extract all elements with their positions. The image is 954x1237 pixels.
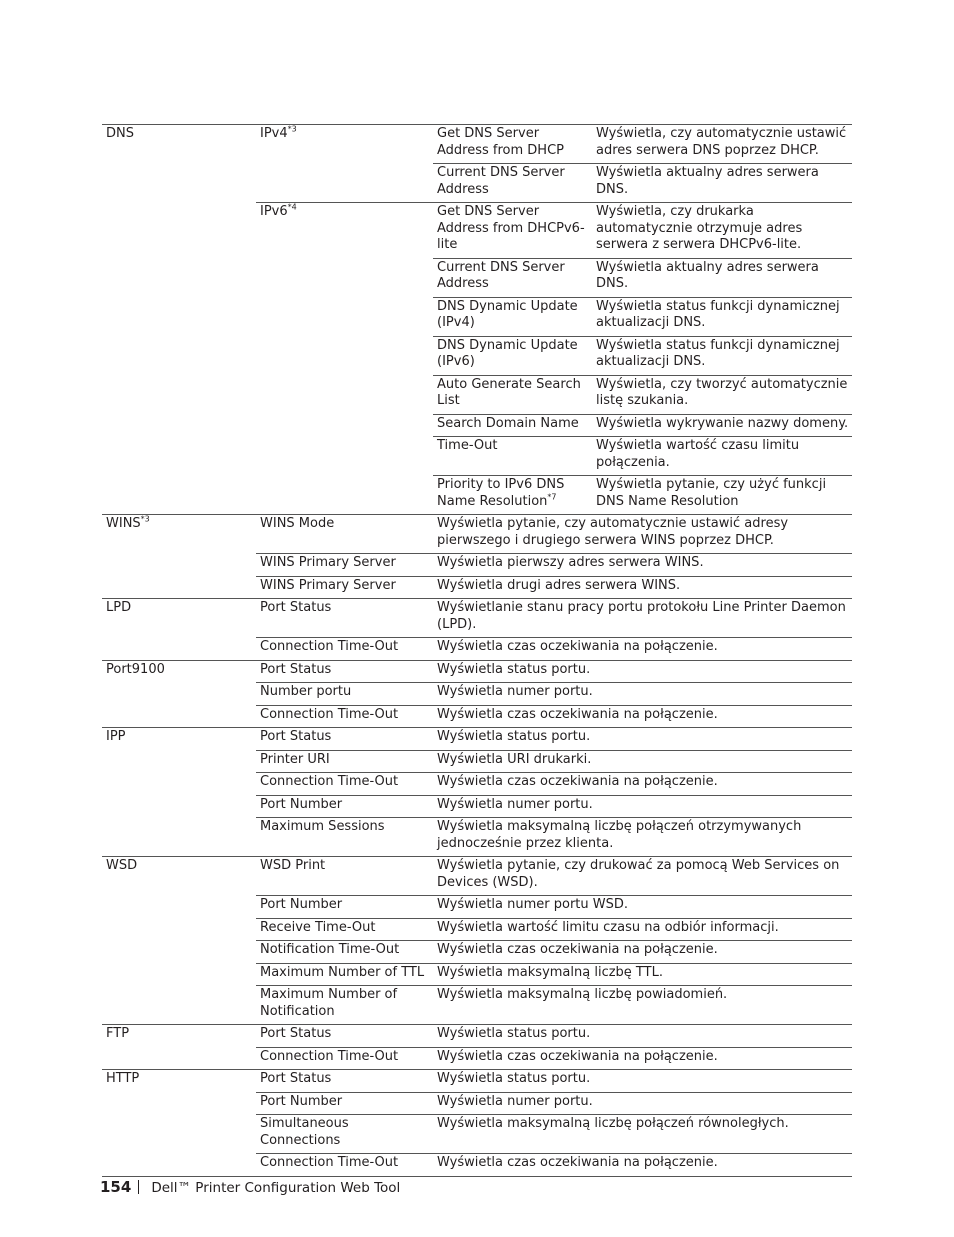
table-row [102, 728, 852, 751]
setting-name-cell [256, 1115, 433, 1154]
setting-description: Wyświetla czas oczekiwania na połączenie. [437, 942, 718, 957]
setting-description-cell [592, 258, 852, 297]
setting-name: Get DNS Server Address from DHCPv6-lite [437, 204, 585, 252]
setting-name: WINS Mode [260, 516, 335, 531]
setting-name: Port Status [260, 661, 332, 677]
setting-name: Maximum Number of Notification [260, 987, 398, 1019]
setting-description: Wyświetla numer portu. [437, 1093, 593, 1109]
setting-name: Current DNS Server Address [437, 165, 565, 197]
table-row [102, 125, 852, 164]
setting-name: Maximum Sessions [260, 819, 385, 834]
setting-name: Get DNS Server Address from DHCP [437, 126, 564, 158]
subsection-label: IPv4 [260, 126, 288, 141]
setting-name: Connection Time-Out [260, 1155, 399, 1170]
setting-description-cell [592, 125, 852, 164]
setting-description-cell [433, 918, 852, 941]
setting-description-cell [592, 203, 852, 259]
setting-description: Wyświetla pytanie, czy automatycznie ustawić adresy pierwszego i drugiego serwera WINS poprzez DHCP. [437, 516, 789, 548]
setting-name-cell [256, 896, 433, 919]
section-cell [102, 857, 256, 1025]
setting-name-cell [256, 515, 433, 554]
table-row [102, 857, 852, 896]
settings-table-body [102, 125, 852, 1177]
section-cell [102, 599, 256, 661]
setting-name: Connection Time-Out [260, 706, 399, 722]
setting-name-cell [256, 795, 433, 818]
setting-name-cell [433, 258, 592, 297]
setting-description: Wyświetla status funkcji dynamicznej aktualizacji DNS. [596, 298, 840, 330]
setting-description: Wyświetla numer portu. [437, 684, 593, 699]
footnote-marker: *3 [287, 124, 297, 134]
setting-description: Wyświetla wykrywanie nazwy domeny. [596, 415, 849, 431]
setting-description: Wyświetla czas oczekiwania na połączenie. [437, 639, 718, 654]
setting-description: Wyświetla czas oczekiwania na połączenie. [437, 1155, 718, 1170]
section-label: LPD [106, 600, 132, 615]
setting-name: Port Status [260, 1071, 332, 1086]
section-label: WSD [106, 858, 138, 873]
setting-description-cell [592, 336, 852, 375]
setting-name: Simultaneous Connections [260, 1116, 349, 1148]
setting-name-cell [433, 414, 592, 437]
section-cell-dns [102, 125, 256, 515]
setting-description-cell [433, 705, 852, 728]
setting-name-cell [256, 660, 433, 683]
setting-name-cell [256, 638, 433, 661]
setting-description-cell [433, 660, 852, 683]
setting-name-cell [256, 1154, 433, 1177]
setting-description: Wyświetla maksymalną liczbę powiadomień. [437, 987, 728, 1002]
setting-description: Wyświetla status funkcji dynamicznej aktualizacji DNS. [596, 337, 840, 369]
setting-name: Maximum Number of TTL [260, 964, 425, 980]
table-row [102, 599, 852, 638]
setting-description-cell [433, 515, 852, 554]
setting-name-cell [256, 1070, 433, 1093]
setting-description: Wyświetla pierwszy adres serwera WINS. [437, 555, 704, 570]
setting-description: Wyświetla wartość czasu limitu połączenia. [596, 438, 800, 470]
section-cell [102, 728, 256, 857]
setting-description-cell [433, 986, 852, 1025]
setting-name-cell [256, 576, 433, 599]
setting-description-cell [592, 375, 852, 414]
section-cell [102, 1025, 256, 1070]
setting-description-cell [592, 164, 852, 203]
setting-name: Receive Time-Out [260, 919, 376, 935]
setting-name-cell [256, 750, 433, 773]
setting-description-cell [433, 1047, 852, 1070]
setting-description: Wyświetla, czy drukarka automatycznie otrzymuje adres serwera z serwera DHCPv6-lite. [596, 204, 803, 252]
setting-description-cell [433, 599, 852, 638]
setting-description-cell [592, 297, 852, 336]
setting-description-cell [592, 437, 852, 476]
setting-description: Wyświetla numer portu. [437, 796, 593, 812]
footnote-marker: *3 [140, 514, 150, 524]
setting-description: Wyświetla czas oczekiwania na połączenie. [437, 774, 718, 789]
setting-name-cell [256, 1047, 433, 1070]
setting-description-cell [433, 773, 852, 796]
setting-name-cell [256, 554, 433, 577]
table-row [102, 660, 852, 683]
subsection-label: IPv6 [260, 204, 288, 219]
setting-name-cell [256, 986, 433, 1025]
setting-description-cell [592, 414, 852, 437]
setting-description: Wyświetla numer portu WSD. [437, 897, 629, 912]
setting-name-cell [256, 728, 433, 751]
setting-name: Time-Out [437, 438, 498, 453]
setting-name-cell [256, 1092, 433, 1115]
setting-name: Current DNS Server Address [437, 259, 565, 291]
setting-description-cell [433, 1092, 852, 1115]
footer-title: Dell™ Printer Configuration Web Tool [151, 1180, 401, 1196]
setting-name: Port Status [260, 1026, 332, 1041]
section-cell [102, 1070, 256, 1177]
setting-description-cell [433, 638, 852, 661]
setting-description: Wyświetla czas oczekiwania na połączenie. [437, 1048, 718, 1064]
setting-description-cell [433, 1070, 852, 1093]
setting-name-cell [256, 857, 433, 896]
setting-name: Port Status [260, 729, 332, 744]
setting-name: Port Status [260, 600, 332, 615]
setting-name: Port Number [260, 1093, 343, 1109]
section-label: DNS [106, 126, 134, 141]
setting-description: Wyświetla aktualny adres serwera DNS. [596, 259, 819, 291]
section-label: HTTP [106, 1071, 140, 1086]
setting-name-cell [433, 297, 592, 336]
setting-description-cell [433, 1154, 852, 1177]
setting-name: Auto Generate Search List [437, 376, 581, 408]
settings-table [102, 124, 852, 1177]
setting-name: Port Number [260, 796, 343, 812]
subsection-cell-ipv4 [256, 125, 433, 203]
section-label: WINS [106, 516, 141, 531]
setting-name-cell [256, 963, 433, 986]
setting-name: WSD Print [260, 858, 326, 873]
setting-name-cell [433, 125, 592, 164]
setting-name: WINS Primary Server [260, 577, 396, 593]
setting-name: Printer URI [260, 751, 330, 767]
setting-name: DNS Dynamic Update (IPv4) [437, 298, 578, 330]
subsection-cell-ipv6 [256, 203, 433, 515]
setting-description: Wyświetla, czy automatycznie ustawić adres serwera DNS poprzez DHCP. [596, 126, 847, 158]
setting-name-cell [433, 203, 592, 259]
setting-description: Wyświetla czas oczekiwania na połączenie. [437, 706, 718, 722]
setting-description-cell [433, 1025, 852, 1048]
section-cell [102, 660, 256, 728]
setting-description: Wyświetla, czy tworzyć automatycznie listę szukania. [596, 376, 848, 408]
setting-description-cell [433, 941, 852, 964]
setting-name: Search Domain Name [437, 415, 579, 431]
setting-name-cell [256, 683, 433, 706]
setting-description-cell [433, 795, 852, 818]
setting-name-cell [256, 599, 433, 638]
setting-description: Wyświetla aktualny adres serwera DNS. [596, 165, 819, 197]
setting-description-cell [433, 896, 852, 919]
footnote-marker: *4 [287, 202, 297, 212]
setting-description: Wyświetla maksymalną liczbę połączeń otrzymywanych jednocześnie przez klienta. [437, 819, 802, 851]
setting-description-cell [433, 683, 852, 706]
setting-name-cell [433, 437, 592, 476]
setting-name-cell [256, 818, 433, 857]
setting-name: DNS Dynamic Update (IPv6) [437, 337, 578, 369]
setting-name: Port Number [260, 897, 343, 912]
setting-name-cell [433, 375, 592, 414]
setting-name: Notification Time-Out [260, 942, 400, 957]
setting-name: Number portu [260, 684, 352, 699]
setting-description: Wyświetla status portu. [437, 1026, 591, 1041]
setting-description: Wyświetla status portu. [437, 1071, 591, 1086]
setting-description-cell [433, 728, 852, 751]
setting-description-cell [433, 963, 852, 986]
section-label: IPP [106, 729, 126, 744]
setting-description: Wyświetla status portu. [437, 729, 591, 744]
section-cell [102, 515, 256, 599]
setting-description: Wyświetlanie stanu pracy portu protokołu Line Printer Daemon (LPD). [437, 600, 846, 632]
section-label: Port9100 [106, 661, 165, 677]
footnote-marker: *7 [547, 492, 557, 502]
table-row [102, 1070, 852, 1093]
table-row [102, 515, 852, 554]
setting-description: Wyświetla maksymalną liczbę połączeń równoległych. [437, 1116, 789, 1131]
setting-name-cell [256, 941, 433, 964]
setting-name: Connection Time-Out [260, 774, 399, 789]
section-label: FTP [106, 1026, 130, 1041]
setting-description: Wyświetla pytanie, czy drukować za pomocą Web Services on Devices (WSD). [437, 858, 840, 890]
setting-description-cell [433, 750, 852, 773]
setting-description: Wyświetla maksymalną liczbę TTL. [437, 964, 663, 980]
page-footer [100, 1178, 400, 1196]
setting-description: Wyświetla wartość limitu czasu na odbiór informacji. [437, 919, 779, 935]
setting-name-cell [433, 164, 592, 203]
setting-name-cell [256, 1025, 433, 1048]
setting-name-cell [433, 476, 592, 515]
setting-name: WINS Primary Server [260, 555, 396, 570]
setting-name-cell [256, 918, 433, 941]
page-number: 154 [100, 1178, 132, 1196]
setting-name: Connection Time-Out [260, 639, 399, 654]
setting-description-cell [433, 576, 852, 599]
setting-name-cell [256, 705, 433, 728]
setting-description-cell [592, 476, 852, 515]
setting-description: Wyświetla URI drukarki. [437, 751, 592, 767]
footer-divider [138, 1180, 139, 1194]
setting-name: Connection Time-Out [260, 1048, 399, 1064]
setting-description: Wyświetla drugi adres serwera WINS. [437, 577, 681, 593]
setting-description: Wyświetla status portu. [437, 661, 591, 677]
setting-name-cell [433, 336, 592, 375]
setting-description: Wyświetla pytanie, czy użyć funkcji DNS Name Resolution [596, 477, 827, 509]
setting-description-cell [433, 1115, 852, 1154]
setting-description-cell [433, 857, 852, 896]
setting-name: Priority to IPv6 DNS Name Resolution [437, 477, 565, 509]
table-row [102, 1025, 852, 1048]
setting-description-cell [433, 818, 852, 857]
setting-description-cell [433, 554, 852, 577]
setting-name-cell [256, 773, 433, 796]
